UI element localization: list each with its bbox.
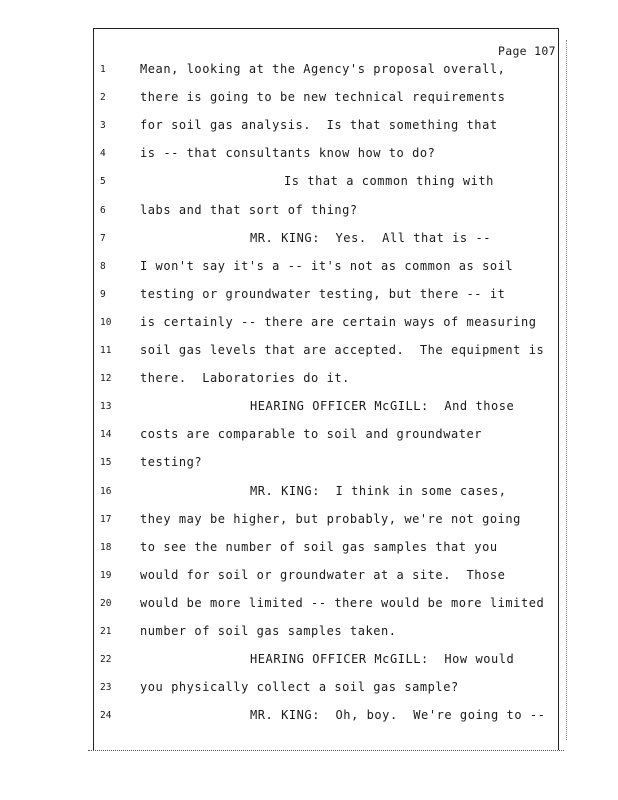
line-number: 15 <box>100 457 112 469</box>
line-number: 4 <box>100 148 106 160</box>
line-number: 18 <box>100 541 112 553</box>
page-bottom-rule <box>88 750 564 751</box>
transcript-line <box>96 315 556 335</box>
transcript-line <box>96 568 556 588</box>
transcript-line <box>96 708 556 728</box>
line-text: Is that a common thing with <box>284 174 494 189</box>
line-text: MR. KING: Yes. All that is -- <box>250 230 492 245</box>
line-number: 13 <box>100 401 112 413</box>
transcript-line <box>96 427 556 447</box>
line-number: 3 <box>100 120 106 132</box>
transcript-line <box>96 540 556 560</box>
line-text: soil gas levels that are accepted. The equipment is <box>140 343 545 357</box>
line-text: MR. KING: Oh, boy. We're going to -- <box>250 708 546 723</box>
transcript-line <box>96 512 556 532</box>
line-text: testing or groundwater testing, but there -- it <box>140 286 506 301</box>
line-text: MR. KING: I think in some cases, <box>250 483 507 498</box>
line-number: 22 <box>100 654 112 666</box>
line-number: 14 <box>100 429 112 441</box>
line-number: 19 <box>100 569 112 581</box>
transcript-line <box>96 259 556 279</box>
transcript-line <box>96 146 556 166</box>
line-number: 8 <box>100 260 106 272</box>
line-text: Mean, looking at the Agency's proposal overall, <box>140 62 506 76</box>
transcript-line <box>96 174 556 194</box>
line-number: 16 <box>100 485 112 497</box>
line-text: is certainly -- there are certain ways of measuring <box>140 314 537 329</box>
line-number: 20 <box>100 597 112 609</box>
line-number: 11 <box>100 345 112 356</box>
transcript-line <box>96 343 556 363</box>
line-text: there is going to be new technical requirements <box>140 90 506 105</box>
transcript-line <box>96 455 556 475</box>
line-number: 9 <box>100 288 106 300</box>
transcript-line <box>96 90 556 110</box>
transcript-line <box>96 624 556 644</box>
transcript-line <box>96 371 556 391</box>
line-number: 17 <box>100 513 112 525</box>
transcript-line <box>96 231 556 251</box>
line-number: 24 <box>100 710 112 722</box>
line-text: you physically collect a soil gas sample? <box>140 680 459 695</box>
line-text: there. Laboratories do it. <box>140 371 350 386</box>
line-text: for soil gas analysis. Is that something that <box>140 118 498 133</box>
line-text: costs are comparable to soil and groundwater <box>140 427 483 442</box>
line-number: 5 <box>100 176 106 188</box>
line-number: 21 <box>100 626 112 637</box>
transcript-line <box>96 596 556 616</box>
page-number: Page 107 <box>498 44 556 58</box>
line-text: is -- that consultants know how to do? <box>140 146 436 161</box>
transcript-line <box>96 680 556 700</box>
line-text: they may be higher, but probably, we're not going <box>140 511 521 526</box>
transcript-line <box>96 203 556 223</box>
page-edge-marks <box>566 40 569 740</box>
line-number: 23 <box>100 682 112 694</box>
line-number: 7 <box>100 232 106 244</box>
line-number: 6 <box>100 204 106 216</box>
transcript-line <box>96 652 556 672</box>
line-text: would for soil or groundwater at a site. Those <box>140 567 506 582</box>
line-text: number of soil gas samples taken. <box>140 624 397 638</box>
line-text: testing? <box>140 455 203 470</box>
line-text: HEARING OFFICER McGILL: And those <box>250 399 515 414</box>
transcript-line <box>96 118 556 138</box>
line-text: would be more limited -- there would be more limited <box>140 595 545 610</box>
line-text: to see the number of soil gas samples that you <box>140 539 498 554</box>
transcript-line <box>96 287 556 307</box>
line-number: 12 <box>100 373 112 385</box>
line-text: labs and that sort of thing? <box>140 202 358 217</box>
line-number: 1 <box>100 64 106 75</box>
transcript-line <box>96 62 556 82</box>
line-text: I won't say it's a -- it's not as common as soil <box>140 258 514 273</box>
line-text: HEARING OFFICER McGILL: How would <box>250 652 515 667</box>
transcript-line <box>96 399 556 419</box>
line-number: 10 <box>100 316 112 328</box>
line-number: 2 <box>100 92 106 104</box>
transcript-line <box>96 484 556 504</box>
